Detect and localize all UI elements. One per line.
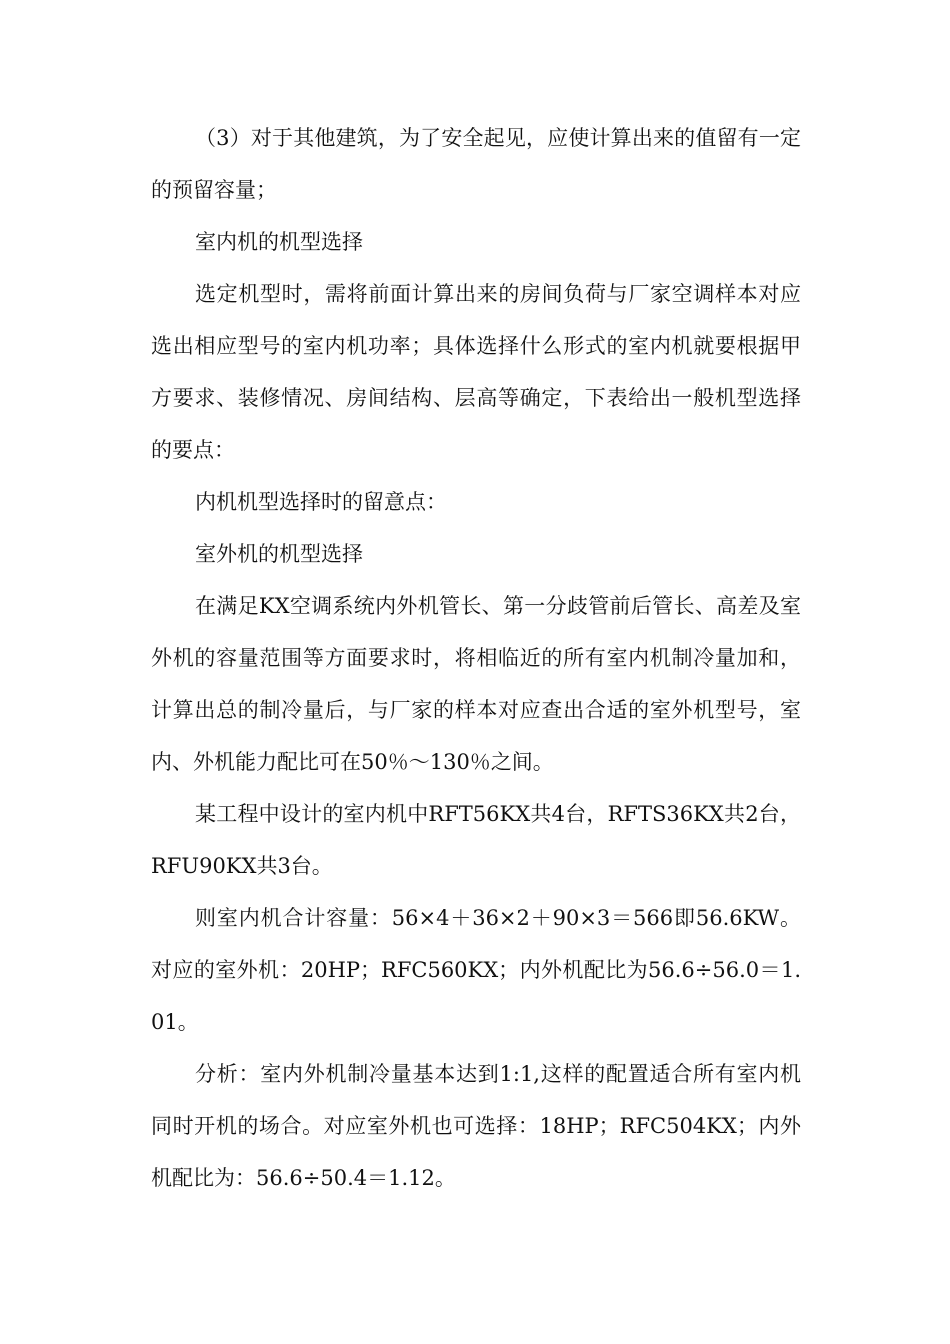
paragraph-capacity-calculation: 则室内机合计容量：56×4＋36×2＋90×3＝566即56.6KW。对应的室外机：20HP；RFC560KX；内外机配比为56.6÷56.0＝1.01。 bbox=[151, 906, 801, 1034]
paragraph-safety-margin: （3）对于其他建筑，为了安全起见，应使计算出来的值留有一定的预留容量； bbox=[151, 126, 801, 202]
paragraph-analysis: 分析：室内外机制冷量基本达到1:1,这样的配置适合所有室内机同时开机的场合。对应室外机也可选择：18HP；RFC504KX；内外机配比为：56.6÷50.4＝1.12。 bbox=[151, 1062, 801, 1190]
heading-outdoor-unit-selection: 室外机的机型选择 bbox=[195, 542, 363, 566]
paragraph-project-example: 某工程中设计的室内机中RFT56KX共4台，RFTS36KX共2台，RFU90KX共3台。 bbox=[151, 802, 801, 878]
paragraph-indoor-unit-selection: 选定机型时，需将前面计算出来的房间负荷与厂家空调样本对应选出相应型号的室内机功率；具体选择什么形式的室内机就要根据甲方要求、装修情况、房间结构、层高等确定，下表给出一般机型选择的要点： bbox=[151, 282, 801, 462]
heading-indoor-unit-selection: 室内机的机型选择 bbox=[195, 230, 363, 254]
paragraph-indoor-unit-notes: 内机机型选择时的留意点： bbox=[195, 490, 447, 514]
document-body bbox=[151, 112, 801, 1204]
paragraph-outdoor-unit-selection: 在满足KX空调系统内外机管长、第一分歧管前后管长、高差及室外机的容量范围等方面要求时，将相临近的所有室内机制冷量加和，计算出总的制冷量后，与厂家的样本对应查出合适的室外机型号，室内、外机能力配比可在50％～130％之间。 bbox=[151, 594, 801, 774]
